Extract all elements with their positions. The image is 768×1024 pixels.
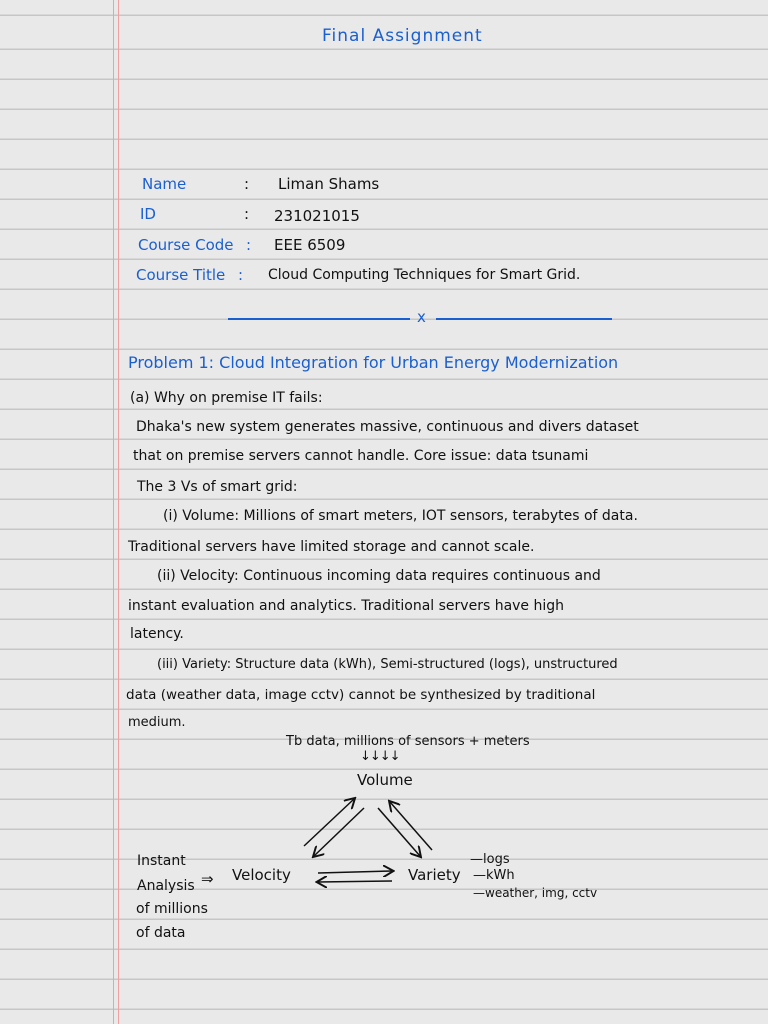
variety-item-weather: —weather, img, cctv — [473, 886, 598, 900]
id-value: 231021015 — [274, 207, 360, 225]
diagram-down-arrows: ↓↓↓↓ — [360, 749, 400, 764]
problem-heading: Problem 1: Cloud Integration for Urban Energy Modernization — [128, 353, 619, 372]
body-line-4: The 3 Vs of smart grid: — [137, 479, 298, 495]
course-title-label: Course Title — [136, 266, 226, 284]
body-line-8: instant evaluation and analytics. Traditional servers have high — [128, 598, 565, 614]
course-title-sep: : — [238, 266, 244, 284]
body-line-11: data (weather data, image cctv) cannot be synthesized by traditional — [126, 687, 596, 703]
course-title-value: Cloud Computing Techniques for Smart Grid. — [268, 267, 581, 283]
arrow-volume-to-velocity — [314, 808, 364, 856]
body-line-3: that on premise servers cannot handle. Core issue: data tsunami — [133, 448, 589, 464]
arrow-variety-to-volume — [390, 802, 432, 850]
name-value: Liman Shams — [278, 175, 380, 193]
name-label: Name — [142, 175, 187, 193]
arrow-velocity-to-volume — [304, 799, 354, 846]
id-label: ID — [140, 205, 156, 223]
course-code-sep: : — [246, 236, 252, 254]
body-line-10: (iii) Variety: Structure data (kWh), Semi-structured (logs), unstructured — [157, 657, 618, 672]
variety-item-kwh: —kWh — [473, 868, 515, 883]
diagram-top-note: Tb data, millions of sensors + meters — [286, 734, 530, 749]
course-code-label: Course Code — [138, 236, 234, 254]
body-line-1: (a) Why on premise IT fails: — [130, 390, 323, 406]
body-line-5: (i) Volume: Millions of smart meters, IOT sensors, terabytes of data. — [163, 508, 638, 524]
divider-mark: x — [417, 308, 426, 326]
arrow-velocity-to-variety — [318, 871, 392, 873]
implies-arrow: ⇒ — [201, 870, 214, 888]
left-note-line-2: Analysis — [137, 878, 195, 894]
course-code-value: EEE 6509 — [274, 236, 346, 254]
diagram-velocity: Velocity — [232, 866, 291, 884]
diagram-variety: Variety — [408, 866, 461, 884]
id-sep: : — [244, 205, 250, 223]
diagram-volume: Volume — [357, 771, 413, 789]
left-note-line-3: of millions — [136, 901, 208, 917]
left-note-line-1: Instant — [137, 853, 186, 869]
name-sep: : — [244, 175, 250, 193]
arrow-variety-to-velocity — [318, 881, 392, 882]
body-line-7: (ii) Velocity: Continuous incoming data requires continuous and — [157, 568, 601, 584]
body-line-6: Traditional servers have limited storage and cannot scale. — [128, 539, 535, 555]
left-note-line-4: of data — [136, 925, 186, 941]
arrow-volume-to-variety — [378, 808, 420, 856]
variety-item-logs: —logs — [470, 852, 510, 867]
page-title: Final Assignment — [322, 26, 483, 46]
body-line-12: medium. — [128, 715, 186, 730]
body-line-9: latency. — [130, 626, 184, 642]
body-line-2: Dhaka's new system generates massive, continuous and divers dataset — [136, 419, 639, 435]
